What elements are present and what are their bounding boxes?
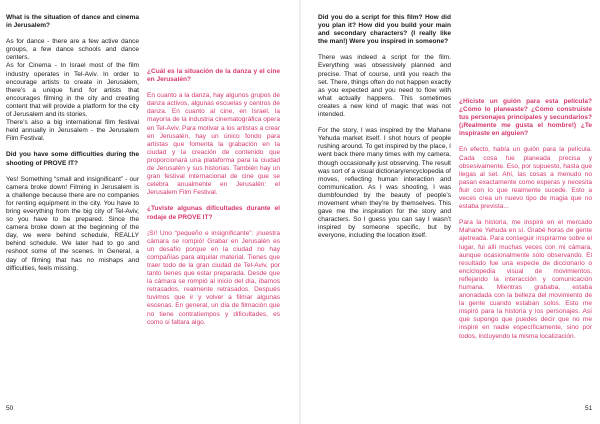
answer-cinema: As for Cinema - In Israel most of the film industry operates in Tel-Aviv. In order to encourage artists to create in Jerusalem, there’s a unique fund for artists that encourages filming in the city and creating content that will provide a platform for the city of Jerusalem and its stories. [6, 62, 139, 119]
respuesta-dificultades: ¡Sí! Uno “pequeño e insignificante”: ¡nuestra cámara se rompió! Grabar en Jerusalén es un desafío porque en la ciudad no hay compañías para alquilar material. Tienes que traer todo de la gran ciudad de Tel-Aviv, por tanto tienes que estar preparada. Desde que la cámara se rompió al inicio del día, íbamos retrasados, realmente retrasados. Después tuvimos que ir y volver a filmar algunas escenas. En general, un día de filmación que no tiene contratiempos y dificultades, es como si faltara algo. [147, 229, 280, 326]
answer-inspiration: For the story, I was inspired by the Mahane Yehuda market itself. I shot hours of people rushing around. To get inspired by the place, I went back there many times with my camera, though occasionally just observing. The result was sort of a visual dictionary/encyclopedia of moves, reflecting human interaction and communication. As I was shooting, I was dumbfounded by the beauty of people’s movement when they’re by themselves. This gave me the inspiration for the story and characters. So I guess you can say I wasn’t inspired by someone specific, but by everyone, including the location itself. [318, 127, 451, 240]
question-difficulties: Did you have some difficulties during the shooting of PROVE IT? [6, 151, 139, 167]
answer-script: There was indeed a script for the film. Everything was obsessively planned and precise. That of course, until you reach the set. There, things often do not happen exactly as you expected and you need to flow with what actually happens. This sometimes creates a new kind of magic that was not intended. [318, 54, 451, 119]
respuesta-danza-cine: En cuanto a la danza, hay algunos grupos de danza activos, algunas escuelas y centros de danza. En cuanto al cine, en Israel, la mayoría de la industria cinematográfica opera en Tel-Aviv. Para motivar a los artistas a crear en Jerusalén, hay un único fondo para artistas que fomenta la grabación en la ciudad y la creación de contenido que proporcionará una plataforma para la ciudad de Jerusalén y sus historias. También hay un gran festival internacional de cine que se celebra anualmente en Jerusalén: el Jerusalem Film Festival. [147, 92, 280, 197]
answer-difficulties: Yes! Something “small and insignificant” - our camera broke down! Filming in Jerusalem is a challenge because there are no companies for renting equipment in the city. You have to bring everything from the big city of Tel-Aviv, so you have to be prepared. Since the camera broke down at the beginning of the day, we were behind schedule, REALLY behind schedule. We later had to go and reshoot some of the scenes. In General, a day of filming that has no mishaps and difficulties, feels missing. [6, 175, 139, 272]
pregunta-guion: ¿Hiciste un guión para esta película? ¿Cómo lo planeaste? ¿Cómo construiste tus personajes principales y secundarios? (¡Realmente me gusta el hombre!) ¿Te inspiraste en alguien? [459, 98, 592, 138]
page-number-right: 51 [585, 405, 593, 412]
right-spanish-column [459, 98, 592, 349]
left-english-column [6, 14, 139, 281]
answer-dance: As for dance - there are a few active dance groups, a few dance schools and dance centers. [6, 38, 139, 62]
left-spanish-column [147, 68, 280, 335]
answer-festival: There’s also a big international film festival held annually in Jerusalem - the Jerusalem Film Festival. [6, 119, 139, 143]
right-english-column [318, 14, 451, 248]
page-number-left: 50 [6, 405, 14, 412]
page-gutter [299, 0, 301, 424]
question-script: Did you do a script for this film? How did you plan it? How did you build your main and secondary characters? (I really like the man!) Were you inspired in someone? [318, 14, 451, 46]
pregunta-danza-cine: ¿Cuál es la situación de la danza y el cine en Jerusalén? [147, 68, 280, 84]
pregunta-dificultades: ¿Tuviste algunas dificultades durante el rodaje de PROVE IT? [147, 205, 280, 221]
respuesta-inspiracion: Para la historia, me inspiré en el mercado Mahane Yehuda en sí. Grabé horas de gente ajetreada. Para conseguir inspirarme sobre el lugar, fui allí muchas veces con mi cámara, aunque ocasionalmente sólo observando. El resultado fue una especie de diccionario o enciclopedia visual de movimientos, reflejando la interacción y comunicación humana. Mientras grababa, estaba anonadada con la belleza del movimiento de la gente cuando estaban solos. Esto me inspiró para la historia y los personajes. Así que supongo que puedes decir que no me inspiré en nadie específicamente, sino por todos, incluyendo la misma localización. [459, 219, 592, 340]
respuesta-guion: En efecto, había un guión para la película. Cada cosa fue planeada precisa y obsesivamente. Eso, por supuesto, hasta que llegas al set. Ahí, las cosas a menudo no pasan exactamente como esperas y necesita fluir con lo que realmente sucede. Esto a veces crea un nuevo tipo de magia que no estaba prevista... [459, 146, 592, 211]
question-dance-cinema: What is the situation of dance and cinema in Jerusalem? [6, 14, 139, 30]
